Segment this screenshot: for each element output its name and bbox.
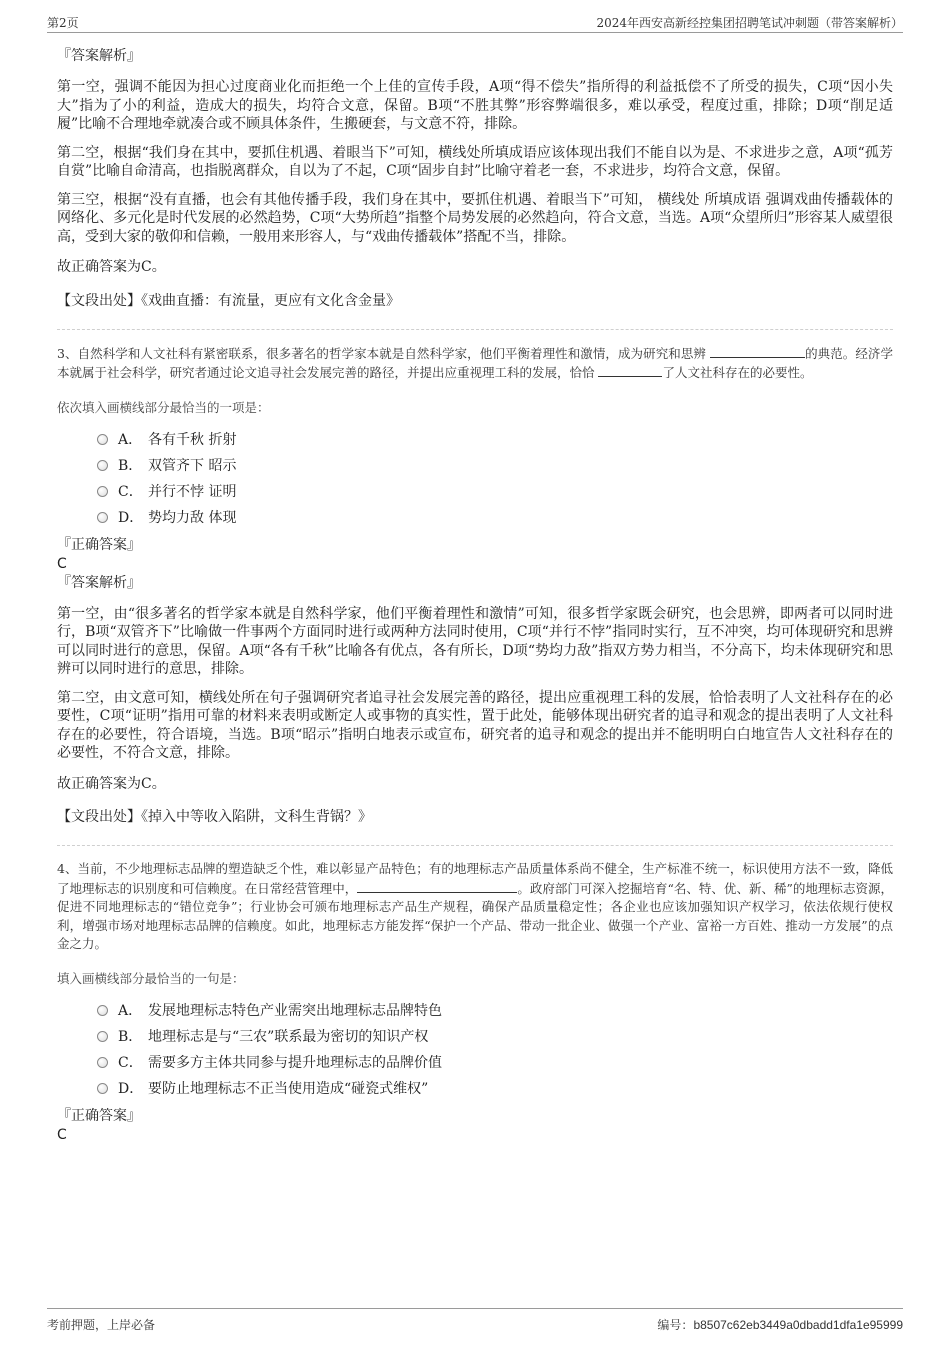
radio-button[interactable] bbox=[97, 1083, 108, 1094]
analysis-paragraph: 第二空，由文意可知，横线处所在句子强调研究者追寻社会发展完善的路径，提出应重视理工科的发展，恰恰表明了人文社科存在的必要性，C项“证明”指用可靠的材料来表明或断定人或事物的真实性，置于此处，能够体现出研究者的追寻和观念的提出表明了人文社科存在的必要性，符合语境，当选。B项“昭示”指明白地表示或宣布，研究者的追寻和观念的提出并不能明明白白地宣告人文社科存在的必要性，不符合文意，排除。 bbox=[57, 689, 893, 761]
option-text: 地理标志是与“三农”联系最为密切的知识产权 bbox=[148, 1028, 429, 1045]
footer-slogan: 考前押题，上岸必备 bbox=[47, 1318, 156, 1332]
radio-button[interactable] bbox=[97, 434, 108, 445]
option-list bbox=[97, 998, 893, 1102]
stem-text: 。政府部门可深入挖掘培育“名、特、优、新、稀”的地理标志资源，促进不同地理标志的“错位竞争”；行业协会可颁布地理标志产品生产规程，确保产品质量稳定性；各企业也应该加强知识产权学习，依法依规行使权利，增强市场对地理标志品牌的信赖度。如此，地理标志方能发挥“保护一个产品、带动一批企业、做强一个产业、富裕一方百姓、推动一方发展”的点金之力。 bbox=[57, 880, 893, 951]
radio-button[interactable] bbox=[97, 1005, 108, 1016]
document-code bbox=[657, 1316, 903, 1333]
question-instruction: 依次填入画横线部分最恰当的一项是： bbox=[57, 399, 270, 415]
code-value: b8507c62eb3449a0dbadd1dfa1e95999 bbox=[693, 1318, 903, 1332]
option-text: 各有千秋 折射 bbox=[148, 431, 237, 448]
passage-source: 【文段出处】《戏曲直播：有流量，更应有文化含金量》 bbox=[57, 292, 400, 309]
radio-button[interactable] bbox=[97, 486, 108, 497]
option-d[interactable] bbox=[97, 505, 893, 531]
code-label: 编号： bbox=[657, 1318, 694, 1332]
correct-answer-label: 『正确答案』 bbox=[57, 1107, 141, 1124]
option-letter: D． bbox=[118, 509, 144, 526]
radio-button[interactable] bbox=[97, 1057, 108, 1068]
option-b[interactable] bbox=[97, 453, 893, 479]
question-4 bbox=[57, 860, 893, 1144]
option-b[interactable] bbox=[97, 1024, 893, 1050]
option-letter: A． bbox=[118, 431, 143, 448]
radio-button[interactable] bbox=[97, 512, 108, 523]
option-a[interactable] bbox=[97, 427, 893, 453]
radio-button[interactable] bbox=[97, 1031, 108, 1042]
correct-answer: C bbox=[57, 555, 67, 572]
option-letter: A． bbox=[118, 1002, 143, 1019]
question-2-analysis bbox=[57, 46, 893, 311]
option-letter: D． bbox=[118, 1080, 144, 1097]
option-letter: B． bbox=[118, 457, 143, 474]
radio-button[interactable] bbox=[97, 460, 108, 471]
analysis-paragraph: 第一空，强调不能因为担心过度商业化而拒绝一个上佳的宣传手段，A项“得不偿失”指所得的利益抵偿不了所受的损失，C项“因小失大”指为了小的利益，造成大的损失，均符合文意，保留。B项“不胜其弊”形容弊端很多，难以承受，程度过重，排除；D项“削足适履”比喻不合理地牵就凑合或不顾具体条件，生搬硬套，与文意不符，排除。 bbox=[57, 79, 893, 132]
document-title: 2024年西安高新经控集团招聘笔试冲刺题（带答案解析） bbox=[596, 16, 903, 30]
option-letter: C． bbox=[118, 483, 143, 500]
analysis-paragraph: 第二空，根据“我们身在其中，要抓住机遇、着眼当下”可知，横线处所填成语应该体现出我们不能自以为是、不求进步之意，A项“孤芳自赏”比喻自命清高，也指脱离群众，自以为了不起，C项“固步自封”比喻守着老一套，不求进步，均符合文意，保留。 bbox=[57, 144, 893, 179]
option-list bbox=[97, 427, 893, 531]
page-content bbox=[57, 46, 893, 1144]
option-text: 势均力敌 体现 bbox=[148, 509, 237, 526]
question-divider bbox=[57, 845, 893, 846]
option-d[interactable] bbox=[97, 1076, 893, 1102]
option-text: 发展地理标志特色产业需突出地理标志品牌特色 bbox=[148, 1002, 442, 1019]
option-text: 要防止地理标志不正当使用造成“碰瓷式维权” bbox=[148, 1080, 429, 1097]
stem-text: 的典范。经济学本就属于社会科学，研究者通过论文追寻社会发展完善的路径，并提出应重视理工科的发展，恰恰 bbox=[57, 345, 893, 380]
option-c[interactable] bbox=[97, 479, 893, 505]
analysis-paragraph: 第一空，由“很多著名的哲学家本就是自然科学家，他们平衡着理性和激情”可知，很多哲学家既会研究，也会思辨，即两者可以同时进行，B项“双管齐下”比喻做一件事两个方面同时进行或两种方法同时使用，C项“并行不悖”指同时实行，互不冲突，均可体现研究和思辨可以同时进行的意思，保留。A项“各有千秋”比喻各有优点，各有所长，D项“势均力敌”指双方势力相当，不分高下，均未体现研究和思辨可以同时进行的意思，排除。 bbox=[57, 605, 893, 677]
question-instruction: 填入画横线部分最恰当的一句是： bbox=[57, 970, 245, 986]
option-text: 并行不悖 证明 bbox=[148, 483, 237, 500]
correct-answer: C bbox=[57, 1126, 67, 1143]
analysis-conclusion: 故正确答案为C。 bbox=[57, 259, 166, 275]
analysis-paragraph: 第三空，根据“没有直播，也会有其他传播手段，我们身在其中，要抓住机遇、着眼当下”可知， 横线处 所填成语 强调戏曲传播载体的网络化、多元化是时代发展的必然趋势，C项“大势所趋”指整个局势发展的必然趋向，符合文意，当选。A项“众望所归”形容某人威望很高，受到大家的敬仰和信赖，一般用来形容人，与“戏曲传播载体”搭配不当，排除。 bbox=[57, 191, 893, 245]
analysis-label: 『答案解析』 bbox=[57, 48, 141, 64]
question-3 bbox=[57, 344, 893, 828]
option-text: 需要多方主体共同参与提升地理标志的品牌价值 bbox=[148, 1054, 442, 1071]
question-divider bbox=[57, 329, 893, 330]
option-letter: C． bbox=[118, 1054, 143, 1071]
stem-text: 3、自然科学和人文社科有紧密联系，很多著名的哲学家本就是自然科学家，他们平衡着理性和激情，成为研究和思辨 bbox=[57, 345, 711, 361]
fill-blank-1 bbox=[710, 344, 805, 358]
page-header bbox=[47, 10, 903, 33]
correct-answer-label: 『正确答案』 bbox=[57, 536, 141, 553]
page-footer bbox=[47, 1308, 903, 1335]
question-stem bbox=[57, 344, 893, 383]
option-c[interactable] bbox=[97, 1050, 893, 1076]
option-text: 双管齐下 昭示 bbox=[148, 457, 237, 474]
option-letter: B． bbox=[118, 1028, 143, 1045]
analysis-label: 『答案解析』 bbox=[57, 574, 141, 591]
option-a[interactable] bbox=[97, 998, 893, 1024]
question-stem bbox=[57, 860, 893, 954]
stem-text: 了人文社科存在的必要性。 bbox=[662, 365, 813, 380]
fill-blank bbox=[357, 879, 517, 893]
passage-source: 【文段出处】《掉入中等收入陷阱，文科生背锅？》 bbox=[57, 809, 372, 825]
stem-text: 4、当前，不少地理标志品牌的塑造缺乏个性，难以彰显产品特色；有的地理标志产品质量体系尚不健全，生产标准不统一，标识使用方法不一致，降低了地理标志的识别度和可信赖度。在日常经营管理中， bbox=[57, 861, 893, 896]
page-number: 第2页 bbox=[47, 16, 79, 30]
fill-blank-2 bbox=[598, 363, 662, 377]
analysis-conclusion: 故正确答案为C。 bbox=[57, 775, 166, 792]
